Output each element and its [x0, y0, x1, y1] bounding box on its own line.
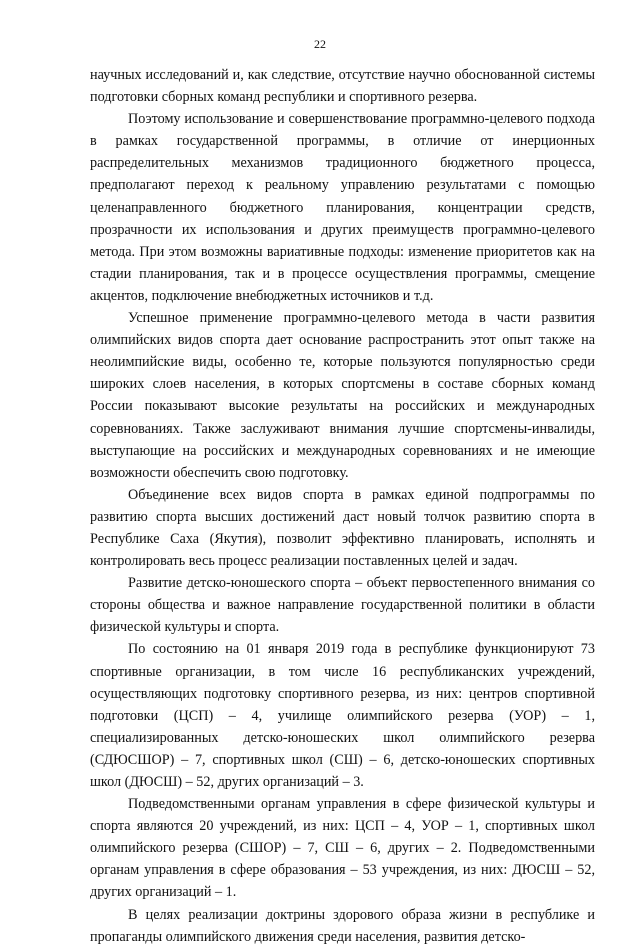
paragraph-organizations-count: По состоянию на 01 января 2019 года в республике функционируют 73 спортивные организации, в том числе 16 республиканских учреждений, осуществляющих подготовку спортивного резерва, из них: центров спортивной подготовки (ЦСП) – 4, училище олимпийского резерва (УОР) – 1, специализированных детско-юношеских школ олимпийского резерва (СДЮСШОР) – 7, спортивных школ (СШ) – 6, детско-юношеских спортивных школ (ДЮСШ) – 52, других организаций – 3. — [90, 641, 595, 790]
paragraph-olympic-sports: Успешное применение программно-целевого метода в части развития олимпийских видов спорта дает основание распространить этот опыт также на неолимпийские виды, особенно те, которые пользуются популярностью среди широких слоев населения, в которых спортсмены в составе сборных команд России показывают высокие результаты на российских и международных соревнованиях. Также заслуживают внимания лучшие спортсмены-инвалиды, выступающие на российских и международных соревнованиях и не имеющие возможности обеспечить свою подготовку. — [90, 310, 595, 481]
paragraph-subordinate-institutions: Подведомственными органам управления в сфере физической культуры и спорта являются 20 учреждений, из них: ЦСП – 4, УОР – 1, спортивных школ олимпийского резерва (СШОР) – 7, СШ – 6, других – 2. Подведомственными органам управления в сфере образования – 53 учреждения, из них: ДЮСШ – 52, других организаций – 1. — [90, 796, 595, 901]
page-number: 22 — [314, 37, 326, 51]
paragraph-healthy-lifestyle: В целях реализации доктрины здорового образа жизни в республике и пропаганды олимпийского движения среди населения, развития детско- — [90, 906, 595, 945]
body-text — [90, 64, 595, 948]
paragraph-youth-sport: Развитие детско-юношеского спорта – объект первостепенного внимания со стороны общества и важное направление государственной политики в области физической культуры и спорта. — [90, 575, 595, 636]
paragraph-program-approach: Поэтому использование и совершенствование программно-целевого подхода в рамках государственной программы, в отличие от инерционных распределительных механизмов традиционного бюджетного процесса, предполагают переход к реальному управлению результатами с помощью целенаправленного бюджетного планирования, концентрации средств, прозрачности их использования и других преимуществ программно-целевого метода. При этом возможны вариативные подходы: изменение приоритетов как на стадии планирования, так и в процессе осуществления программы, смещение акцентов, подключение внебюджетных источников и т.д. — [90, 111, 595, 304]
paragraph-unified-subprogram: Объединение всех видов спорта в рамках единой подпрограммы по развитию спорта высших достижений даст новый толчок развитию спорта в Республике Саха (Якутия), позволит эффективно планировать, исполнять и контролировать весь процесс реализации поставленных целей и задач. — [90, 486, 595, 570]
paragraph-continued: научных исследований и, как следствие, отсутствие научно обоснованной системы подготовки сборных команд республики и спортивного резерва. — [90, 67, 595, 106]
